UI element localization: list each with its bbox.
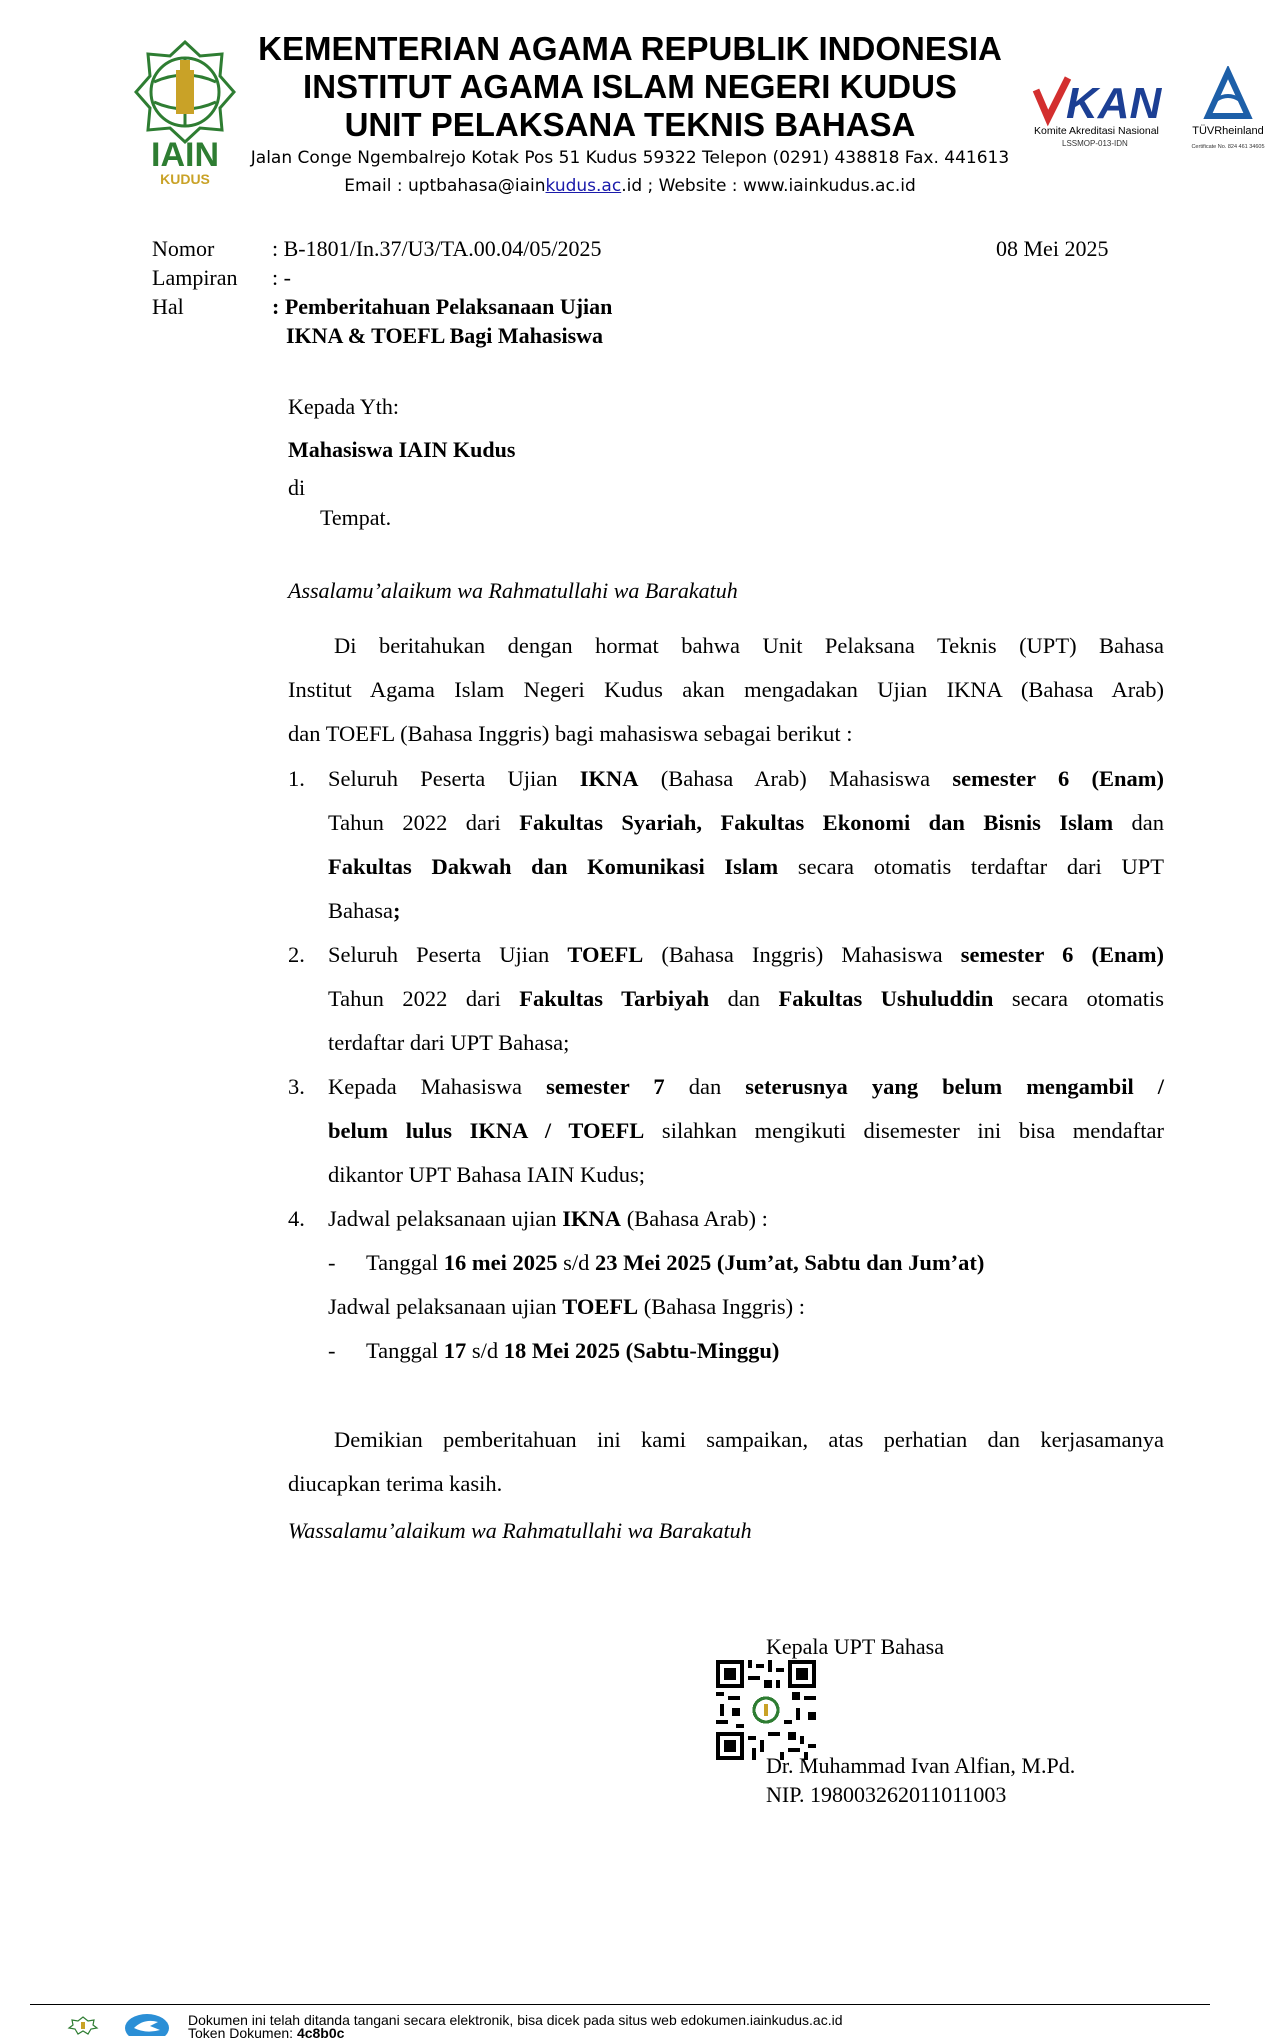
item-4-toefl-heading: Jadwal pelaksanaan ujian TOEFL (Bahasa Inggris) : (328, 1294, 805, 1319)
letter-date: 08 Mei 2025 (996, 236, 1109, 261)
footer-iain-logo (66, 2016, 100, 2036)
footer-divider (30, 2004, 1210, 2005)
signature-nip: NIP. 198003262011011003 (766, 1782, 1007, 1807)
recipient-kepada: Kepada Yth: (288, 394, 399, 419)
hal-value-2: IKNA & TOEFL Bagi Mahasiswa (286, 323, 604, 348)
header-line-1: KEMENTERIAN AGAMA REPUBLIK INDONESIA (258, 30, 1002, 67)
nomor-value: : B-1801/In.37/U3/TA.00.04/05/2025 (272, 236, 602, 261)
item-1-number: 1. (288, 766, 305, 791)
hal-value-1: : Pemberitahuan Pelaksanaan Ujian (272, 294, 613, 319)
svg-text:KAN: KAN (1066, 79, 1162, 128)
item-1: Seluruh Peserta Ujian IKNA (Bahasa Arab) Mahasiswa semester 6 (Enam) Tahun 2022 dari Fakultas Syariah, Fakultas Ekonomi dan Bisnis Islam dan Fakultas Dakwah dan Komunikasi Islam secara otomatis terdaftar dari UPT Bahasa; (328, 766, 1164, 923)
header-email: Email : uptbahasa@iainkudus.ac.id ; Website : www.iainkudus.ac.id (344, 176, 916, 196)
greeting: Assalamu’alaikum wa Rahmatullahi wa Barakatuh (288, 578, 738, 603)
item-4-ikna-date: Tanggal 16 mei 2025 s/d 23 Mei 2025 (Jum’at, Sabtu dan Jum’at) (366, 1250, 985, 1275)
footer-token: Token Dokumen: 4c8b0c (188, 2025, 345, 2041)
qr-code-icon[interactable] (716, 1660, 816, 1760)
recipient-name: Mahasiswa IAIN Kudus (288, 437, 516, 462)
signature-name: Dr. Muhammad Ivan Alfian, M.Pd. (766, 1753, 1076, 1778)
lampiran-label: Lampiran (152, 265, 238, 290)
iain-logo (130, 38, 240, 188)
lampiran-value: : - (272, 265, 291, 290)
item-4-ikna-heading: Jadwal pelaksanaan ujian IKNA (Bahasa Arab) : (328, 1206, 768, 1231)
tuv-logo (1186, 66, 1270, 162)
header-address: Jalan Conge Ngembalrejo Kotak Pos 51 Kudus 59322 Telepon (0291) 438818 Fax. 441613 (250, 148, 1010, 168)
svg-text:TÜVRheinland: TÜVRheinland (1192, 125, 1264, 137)
nomor-label: Nomor (152, 236, 215, 261)
recipient-tempat: Tempat. (320, 505, 392, 530)
recipient-di: di (288, 475, 306, 500)
svg-text:LSSMOP-013-IDN: LSSMOP-013-IDN (1062, 139, 1128, 148)
intro-paragraph: Di beritahukan dengan hormat bahwa Unit Pelaksana Teknis (UPT) Bahasa Institut Agama Islam Negeri Kudus akan mengadakan Ujian IKNA (Bahasa Arab) dan TOEFL (Bahasa Inggris) bagi mahasiswa sebagai berikut : (288, 633, 1164, 746)
item-2: Seluruh Peserta Ujian TOEFL (Bahasa Inggris) Mahasiswa semester 6 (Enam) Tahun 2022 dari Fakultas Tarbiyah dan Fakultas Ushuluddin secara otomatis terdaftar dari UPT Bahasa; (328, 942, 1164, 1055)
item-4-toefl-date: Tanggal 17 s/d 18 Mei 2025 (Sabtu-Minggu) (366, 1338, 780, 1363)
footer-line-1: Dokumen ini telah ditanda tangani secara elektronik, bisa dicek pada situs web edokumen.iainkudus.ac.id (188, 2012, 843, 2028)
email-link[interactable]: kudus.ac (545, 176, 622, 196)
item-4-dash-2: - (328, 1338, 336, 1363)
hal-label: Hal (152, 294, 184, 319)
closing-paragraph: Demikian pemberitahuan ini kami sampaikan, atas perhatian dan kerjasamanya diucapkan terima kasih. (288, 1427, 1164, 1496)
svg-text:Certificate No. 824 461 34605: Certificate No. 824 461 34605 (1191, 144, 1265, 150)
item-4-dash-1: - (328, 1250, 336, 1275)
item-3: Kepada Mahasiswa semester 7 dan seterusnya yang belum mengambil / belum lulus IKNA / TOEFL silahkan mengikuti disemester ini bisa mendaftar dikantor UPT Bahasa IAIN Kudus; (328, 1074, 1165, 1187)
signature-title: Kepala UPT Bahasa (766, 1634, 944, 1659)
svg-text:Komite Akreditasi Nasional: Komite Akreditasi Nasional (1034, 125, 1159, 137)
svg-text:KUDUS: KUDUS (160, 171, 210, 187)
kan-logo (1032, 72, 1182, 152)
closing-salam: Wassalamu’alaikum wa Rahmatullahi wa Barakatuh (288, 1518, 752, 1543)
item-2-number: 2. (288, 942, 305, 967)
svg-text:IAIN: IAIN (151, 136, 219, 174)
footer-bird-icon (124, 2014, 170, 2036)
header-line-3: UNIT PELAKSANA TEKNIS BAHASA (344, 106, 916, 143)
item-3-number: 3. (288, 1074, 305, 1099)
header-line-2: INSTITUT AGAMA ISLAM NEGERI KUDUS (303, 68, 957, 105)
item-4-number: 4. (288, 1206, 305, 1231)
